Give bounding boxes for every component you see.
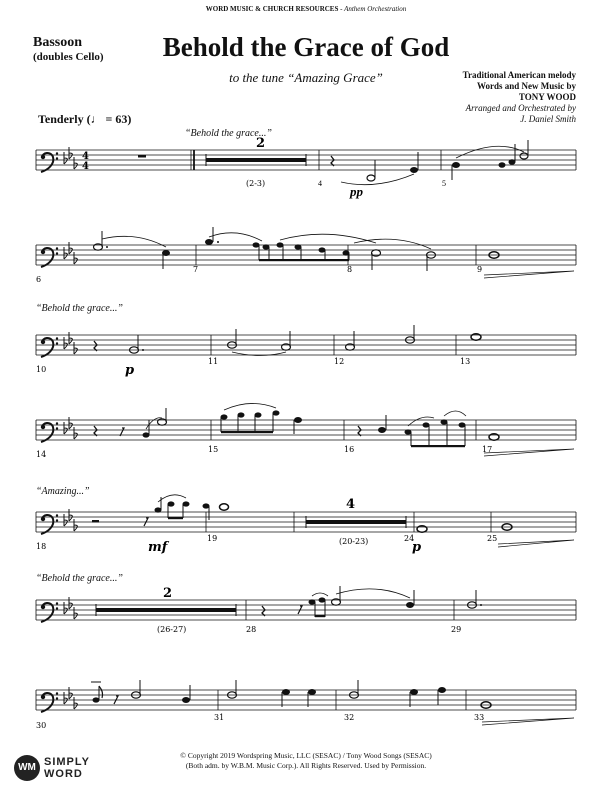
multirest-range-3: (26-27) [157, 625, 187, 634]
cue-text-1: “Behold the grace...” [185, 128, 272, 139]
tempo-marking: Tenderly (♩ = 63) [38, 112, 132, 126]
measure-number-12: 12 [334, 357, 345, 366]
dynamic-mark-2: p [125, 363, 135, 378]
measure-number-9: 9 [477, 265, 483, 274]
staff-system-1 [36, 140, 576, 185]
multirest-range-1: (2-3) [246, 179, 266, 188]
page-title: Behold the Grace of God [162, 32, 450, 62]
measure-number-16: 16 [344, 445, 355, 454]
measure-number-8: 8 [347, 265, 353, 274]
credit-line-5: J. Daniel Smith [520, 114, 576, 124]
staff-system-6 [36, 586, 576, 622]
dynamic-mark-3: mf [148, 540, 168, 555]
logo-mark-icon: WM [14, 755, 40, 781]
credit-line-3: TONY WOOD [518, 92, 576, 102]
multirest-count-3: 2 [163, 586, 173, 601]
dynamic-mark-1: pp [350, 184, 363, 199]
copyright-line-1: © Copyright 2019 Wordspring Music, LLC (SESAC) / Tony Wood Songs (SESAC) [180, 751, 432, 760]
measure-number-30: 30 [36, 721, 47, 730]
cue-text-2: “Behold the grace...” [36, 303, 123, 314]
instrument-note: (doubles Cello) [33, 51, 104, 63]
measure-number-28: 28 [246, 625, 257, 634]
simply-word-logo [14, 755, 94, 783]
staff-system-7 [36, 680, 576, 725]
credit-line-1: Traditional American melody [462, 70, 576, 80]
measure-number-24: 24 [404, 534, 415, 543]
multirest-count-2: 4 [346, 497, 356, 512]
staff-system-4 [36, 403, 576, 456]
series-name: - Anthem Orchestration [340, 5, 407, 13]
logo-line-1: SIMPLY [44, 756, 90, 768]
cue-text-3: “Amazing...” [36, 486, 90, 497]
credit-line-4: Arranged and Orchestrated by [465, 103, 576, 113]
copyright-line-2: (Both adm. by W.B.M. Music Corp.). All Rights Reserved. Used by Permission. [185, 761, 427, 770]
page-subtitle: to the tune “Amazing Grace” [229, 70, 383, 85]
logo-line-2: WORD [44, 768, 83, 780]
svg-text:4: 4 [82, 151, 89, 162]
measure-number-17: 17 [482, 445, 493, 454]
measure-number-29: 29 [451, 625, 462, 634]
measure-number-31: 31 [214, 713, 225, 722]
dynamic-mark-4: p [412, 540, 422, 555]
logo-wordmark [44, 756, 90, 780]
multirest-count-1: 2 [256, 136, 266, 151]
credit-line-2: Words and New Music by [476, 81, 576, 91]
measure-number-15: 15 [208, 445, 219, 454]
measure-number-13: 13 [460, 357, 471, 366]
measure-number-32: 32 [344, 713, 355, 722]
svg-text:4: 4 [82, 161, 89, 172]
staff-system-2 [36, 227, 576, 278]
measure-number-18: 18 [36, 542, 47, 551]
multirest-range-2: (20-23) [339, 537, 369, 546]
staff-system-3 [36, 325, 576, 357]
measure-number-11: 11 [208, 357, 219, 366]
measure-number-4: 4 [318, 179, 322, 188]
measure-number-6: 6 [36, 275, 42, 284]
measure-number-33: 33 [474, 713, 485, 722]
measure-number-7: 7 [193, 265, 199, 274]
instrument-name: Bassoon [33, 35, 83, 50]
measure-number-14: 14 [36, 450, 47, 459]
measure-number-5: 5 [442, 179, 446, 188]
measure-number-19: 19 [207, 534, 218, 543]
measure-number-10: 10 [36, 365, 47, 374]
cue-text-4: “Behold the grace...” [36, 573, 123, 584]
measure-number-25: 25 [487, 534, 498, 543]
publisher-name: WORD MUSIC & CHURCH RESOURCES [205, 5, 339, 13]
